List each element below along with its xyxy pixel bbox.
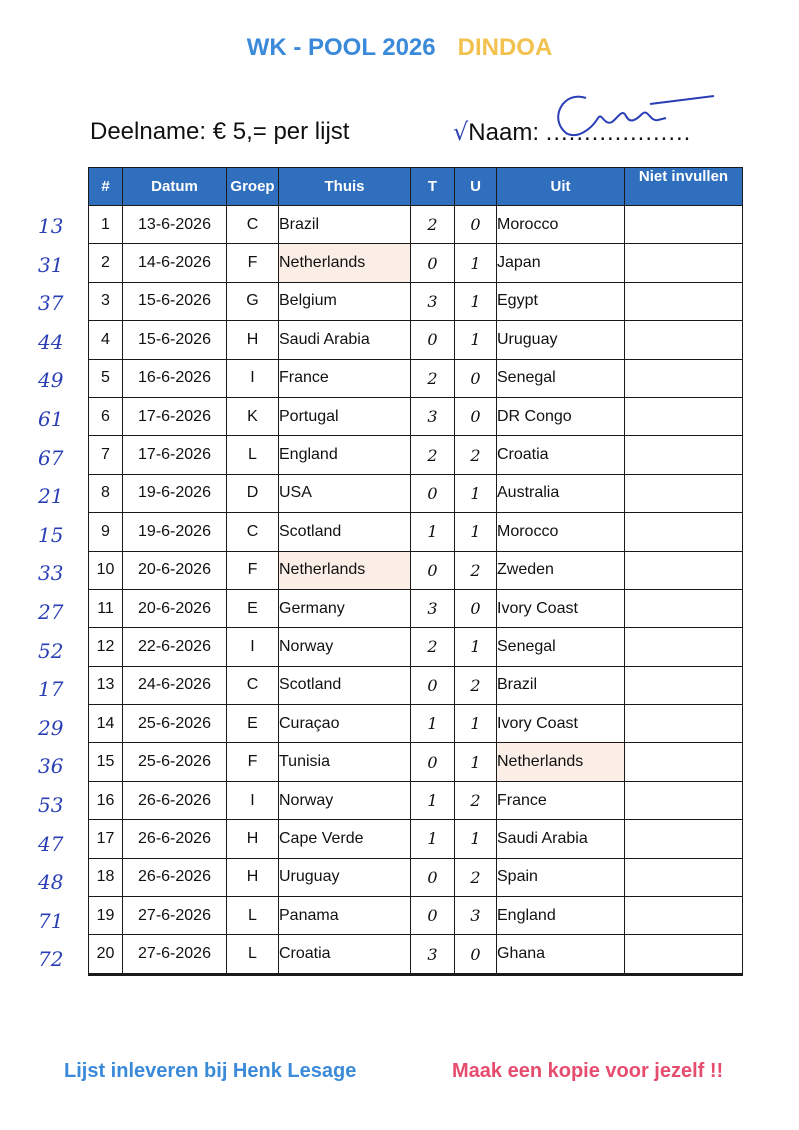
match-group: H	[227, 321, 279, 359]
match-number: 13	[89, 666, 123, 704]
away-score: 1	[455, 743, 497, 781]
margin-number: 44	[38, 329, 64, 354]
margin-numbers	[38, 207, 82, 979]
match-group: H	[227, 820, 279, 858]
match-date: 15-6-2026	[123, 321, 227, 359]
match-table	[88, 167, 743, 976]
match-date: 19-6-2026	[123, 474, 227, 512]
match-number: 7	[89, 436, 123, 474]
home-score: 0	[411, 321, 455, 359]
do-not-fill-cell	[625, 244, 743, 282]
home-score: 0	[411, 743, 455, 781]
do-not-fill-cell	[625, 206, 743, 244]
margin-number: 36	[38, 754, 64, 779]
match-group: G	[227, 282, 279, 320]
margin-number: 17	[38, 677, 64, 702]
signature-icon	[436, 78, 736, 158]
home-score: 0	[411, 244, 455, 282]
match-number: 14	[89, 705, 123, 743]
home-team: France	[279, 359, 411, 397]
match-number: 16	[89, 781, 123, 819]
away-score: 0	[455, 935, 497, 974]
home-score: 2	[411, 206, 455, 244]
do-not-fill-cell	[625, 666, 743, 704]
margin-number: 29	[38, 715, 64, 740]
match-number: 1	[89, 206, 123, 244]
do-not-fill-cell	[625, 397, 743, 435]
margin-number: 33	[38, 561, 64, 586]
do-not-fill-cell	[625, 628, 743, 666]
home-score: 1	[411, 781, 455, 819]
match-number: 8	[89, 474, 123, 512]
table-row	[89, 628, 743, 666]
match-number: 12	[89, 628, 123, 666]
home-score: 2	[411, 359, 455, 397]
away-team: Morocco	[497, 206, 625, 244]
margin-number: 27	[38, 599, 64, 624]
match-group: H	[227, 858, 279, 896]
away-team: Senegal	[497, 359, 625, 397]
away-score: 1	[455, 628, 497, 666]
match-date: 25-6-2026	[123, 705, 227, 743]
match-number: 15	[89, 743, 123, 781]
match-date: 24-6-2026	[123, 666, 227, 704]
submit-note: Lijst inleveren bij Henk Lesage	[64, 1060, 357, 1082]
away-score: 1	[455, 474, 497, 512]
match-number: 4	[89, 321, 123, 359]
away-team: Spain	[497, 858, 625, 896]
match-number: 19	[89, 897, 123, 935]
do-not-fill-cell	[625, 359, 743, 397]
match-number: 6	[89, 397, 123, 435]
away-score: 2	[455, 781, 497, 819]
do-not-fill-cell	[625, 589, 743, 627]
away-team: Saudi Arabia	[497, 820, 625, 858]
match-group: F	[227, 551, 279, 589]
match-date: 22-6-2026	[123, 628, 227, 666]
away-team: Japan	[497, 244, 625, 282]
match-group: L	[227, 897, 279, 935]
match-number: 20	[89, 935, 123, 974]
away-team: DR Congo	[497, 397, 625, 435]
away-score: 0	[455, 397, 497, 435]
match-number: 3	[89, 282, 123, 320]
away-team: Ghana	[497, 935, 625, 974]
home-team: Panama	[279, 897, 411, 935]
match-number: 9	[89, 513, 123, 551]
pool-title: WK - POOL 2026	[246, 34, 436, 61]
away-team: Uruguay	[497, 321, 625, 359]
name-dots: ...................	[545, 119, 692, 146]
do-not-fill-cell	[625, 743, 743, 781]
match-group: L	[227, 935, 279, 974]
match-group: C	[227, 206, 279, 244]
table-row	[89, 359, 743, 397]
margin-number: 21	[38, 484, 64, 509]
match-group: I	[227, 781, 279, 819]
home-team: Uruguay	[279, 858, 411, 896]
margin-number: 37	[38, 291, 64, 316]
away-team: Ivory Coast	[497, 589, 625, 627]
home-score: 1	[411, 705, 455, 743]
match-group: F	[227, 244, 279, 282]
away-team: Ivory Coast	[497, 705, 625, 743]
table-row	[89, 705, 743, 743]
away-team: Brazil	[497, 666, 625, 704]
match-number: 2	[89, 244, 123, 282]
match-date: 17-6-2026	[123, 436, 227, 474]
margin-number: 13	[38, 214, 64, 238]
away-score: 1	[455, 820, 497, 858]
match-date: 26-6-2026	[123, 820, 227, 858]
do-not-fill-cell	[625, 781, 743, 819]
do-not-fill-cell	[625, 513, 743, 551]
table-row	[89, 436, 743, 474]
table-row	[89, 282, 743, 320]
home-team: Netherlands	[279, 551, 411, 589]
match-number: 10	[89, 551, 123, 589]
home-score: 3	[411, 935, 455, 974]
do-not-fill-cell	[625, 935, 743, 974]
away-team: France	[497, 781, 625, 819]
margin-number: 71	[38, 908, 64, 933]
home-team: Brazil	[279, 206, 411, 244]
home-score: 3	[411, 397, 455, 435]
match-date: 15-6-2026	[123, 282, 227, 320]
match-group: E	[227, 589, 279, 627]
match-date: 27-6-2026	[123, 897, 227, 935]
match-date: 16-6-2026	[123, 359, 227, 397]
name-value	[0, 0, 1, 1]
match-number: 11	[89, 589, 123, 627]
match-group: C	[227, 513, 279, 551]
home-team: Netherlands	[279, 244, 411, 282]
match-date: 25-6-2026	[123, 743, 227, 781]
away-score: 1	[455, 282, 497, 320]
name-label: Naam:	[468, 119, 546, 146]
home-score: 2	[411, 436, 455, 474]
do-not-fill-cell	[625, 321, 743, 359]
home-score: 3	[411, 282, 455, 320]
home-team: Tunisia	[279, 743, 411, 781]
table-row	[89, 897, 743, 935]
check-mark-icon: √	[453, 118, 469, 146]
margin-number: 49	[38, 368, 64, 393]
away-score: 0	[455, 359, 497, 397]
margin-number: 52	[38, 638, 64, 663]
match-group: D	[227, 474, 279, 512]
table-row	[89, 513, 743, 551]
margin-number: 47	[38, 831, 64, 856]
away-team: Zweden	[497, 551, 625, 589]
home-score: 1	[411, 513, 455, 551]
table-row	[89, 206, 743, 244]
away-score: 3	[455, 897, 497, 935]
home-team: Cape Verde	[279, 820, 411, 858]
match-group: F	[227, 743, 279, 781]
table-row	[89, 474, 743, 512]
home-team: Saudi Arabia	[279, 321, 411, 359]
away-team: England	[497, 897, 625, 935]
home-score: 0	[411, 474, 455, 512]
match-date: 27-6-2026	[123, 935, 227, 974]
away-score: 2	[455, 551, 497, 589]
do-not-fill-cell	[625, 282, 743, 320]
away-score: 2	[455, 666, 497, 704]
away-score: 2	[455, 858, 497, 896]
match-number: 18	[89, 858, 123, 896]
home-team: USA	[279, 474, 411, 512]
match-number: 17	[89, 820, 123, 858]
col-do-not-fill: Niet invullen	[625, 168, 743, 206]
away-score: 2	[455, 436, 497, 474]
table-header	[89, 168, 743, 206]
match-number: 5	[89, 359, 123, 397]
match-group: K	[227, 397, 279, 435]
match-group: C	[227, 666, 279, 704]
table-row	[89, 858, 743, 896]
table-row	[89, 820, 743, 858]
home-score: 2	[411, 628, 455, 666]
do-not-fill-cell	[625, 897, 743, 935]
do-not-fill-cell	[625, 820, 743, 858]
col-home: Thuis	[279, 168, 411, 206]
match-date: 20-6-2026	[123, 551, 227, 589]
home-team: Scotland	[279, 666, 411, 704]
table-row	[89, 935, 743, 974]
away-score: 1	[455, 244, 497, 282]
col-date: Datum	[123, 168, 227, 206]
home-team: Portugal	[279, 397, 411, 435]
copy-note: Maak een kopie voor jezelf !!	[452, 1060, 724, 1082]
away-score: 1	[455, 513, 497, 551]
match-date: 13-6-2026	[123, 206, 227, 244]
away-score: 0	[455, 589, 497, 627]
page-title	[0, 34, 799, 62]
away-score: 0	[455, 206, 497, 244]
margin-number: 48	[38, 870, 64, 895]
home-score: 3	[411, 589, 455, 627]
away-team: Australia	[497, 474, 625, 512]
home-team: Norway	[279, 781, 411, 819]
margin-number: 53	[38, 792, 64, 817]
match-group: E	[227, 705, 279, 743]
do-not-fill-cell	[625, 551, 743, 589]
match-group: I	[227, 628, 279, 666]
match-group: L	[227, 436, 279, 474]
table-row	[89, 551, 743, 589]
home-score: 0	[411, 897, 455, 935]
match-date: 14-6-2026	[123, 244, 227, 282]
table-row	[89, 589, 743, 627]
col-away-score: U	[455, 168, 497, 206]
col-number: #	[89, 168, 123, 206]
table-row	[89, 743, 743, 781]
away-score: 1	[455, 705, 497, 743]
home-team: Norway	[279, 628, 411, 666]
margin-number: 72	[38, 947, 64, 972]
home-team: Belgium	[279, 282, 411, 320]
match-date: 26-6-2026	[123, 781, 227, 819]
home-score: 0	[411, 551, 455, 589]
match-date: 26-6-2026	[123, 858, 227, 896]
away-team: Netherlands	[497, 743, 625, 781]
table-row	[89, 397, 743, 435]
brand-name: DINDOA	[457, 34, 553, 61]
home-team: Germany	[279, 589, 411, 627]
match-date: 19-6-2026	[123, 513, 227, 551]
home-score: 0	[411, 666, 455, 704]
table-row	[89, 244, 743, 282]
away-score: 1	[455, 321, 497, 359]
margin-number: 61	[38, 406, 64, 431]
col-group: Groep	[227, 168, 279, 206]
home-score: 0	[411, 858, 455, 896]
do-not-fill-cell	[625, 705, 743, 743]
margin-number: 31	[38, 252, 64, 277]
home-score: 1	[411, 820, 455, 858]
away-team: Morocco	[497, 513, 625, 551]
match-group: I	[227, 359, 279, 397]
col-home-score: T	[411, 168, 455, 206]
table-row	[89, 781, 743, 819]
away-team: Egypt	[497, 282, 625, 320]
do-not-fill-cell	[625, 858, 743, 896]
table-row	[89, 666, 743, 704]
match-date: 20-6-2026	[123, 589, 227, 627]
home-team: Curaçao	[279, 705, 411, 743]
do-not-fill-cell	[625, 436, 743, 474]
margin-number: 15	[38, 522, 64, 547]
home-team: Croatia	[279, 935, 411, 974]
participation-fee: Deelname: € 5,= per lijst	[90, 118, 350, 145]
away-team: Croatia	[497, 436, 625, 474]
table-row	[89, 321, 743, 359]
col-away: Uit	[497, 168, 625, 206]
home-team: England	[279, 436, 411, 474]
do-not-fill-cell	[625, 474, 743, 512]
match-date: 17-6-2026	[123, 397, 227, 435]
away-team: Senegal	[497, 628, 625, 666]
margin-number: 67	[38, 445, 64, 470]
home-team: Scotland	[279, 513, 411, 551]
